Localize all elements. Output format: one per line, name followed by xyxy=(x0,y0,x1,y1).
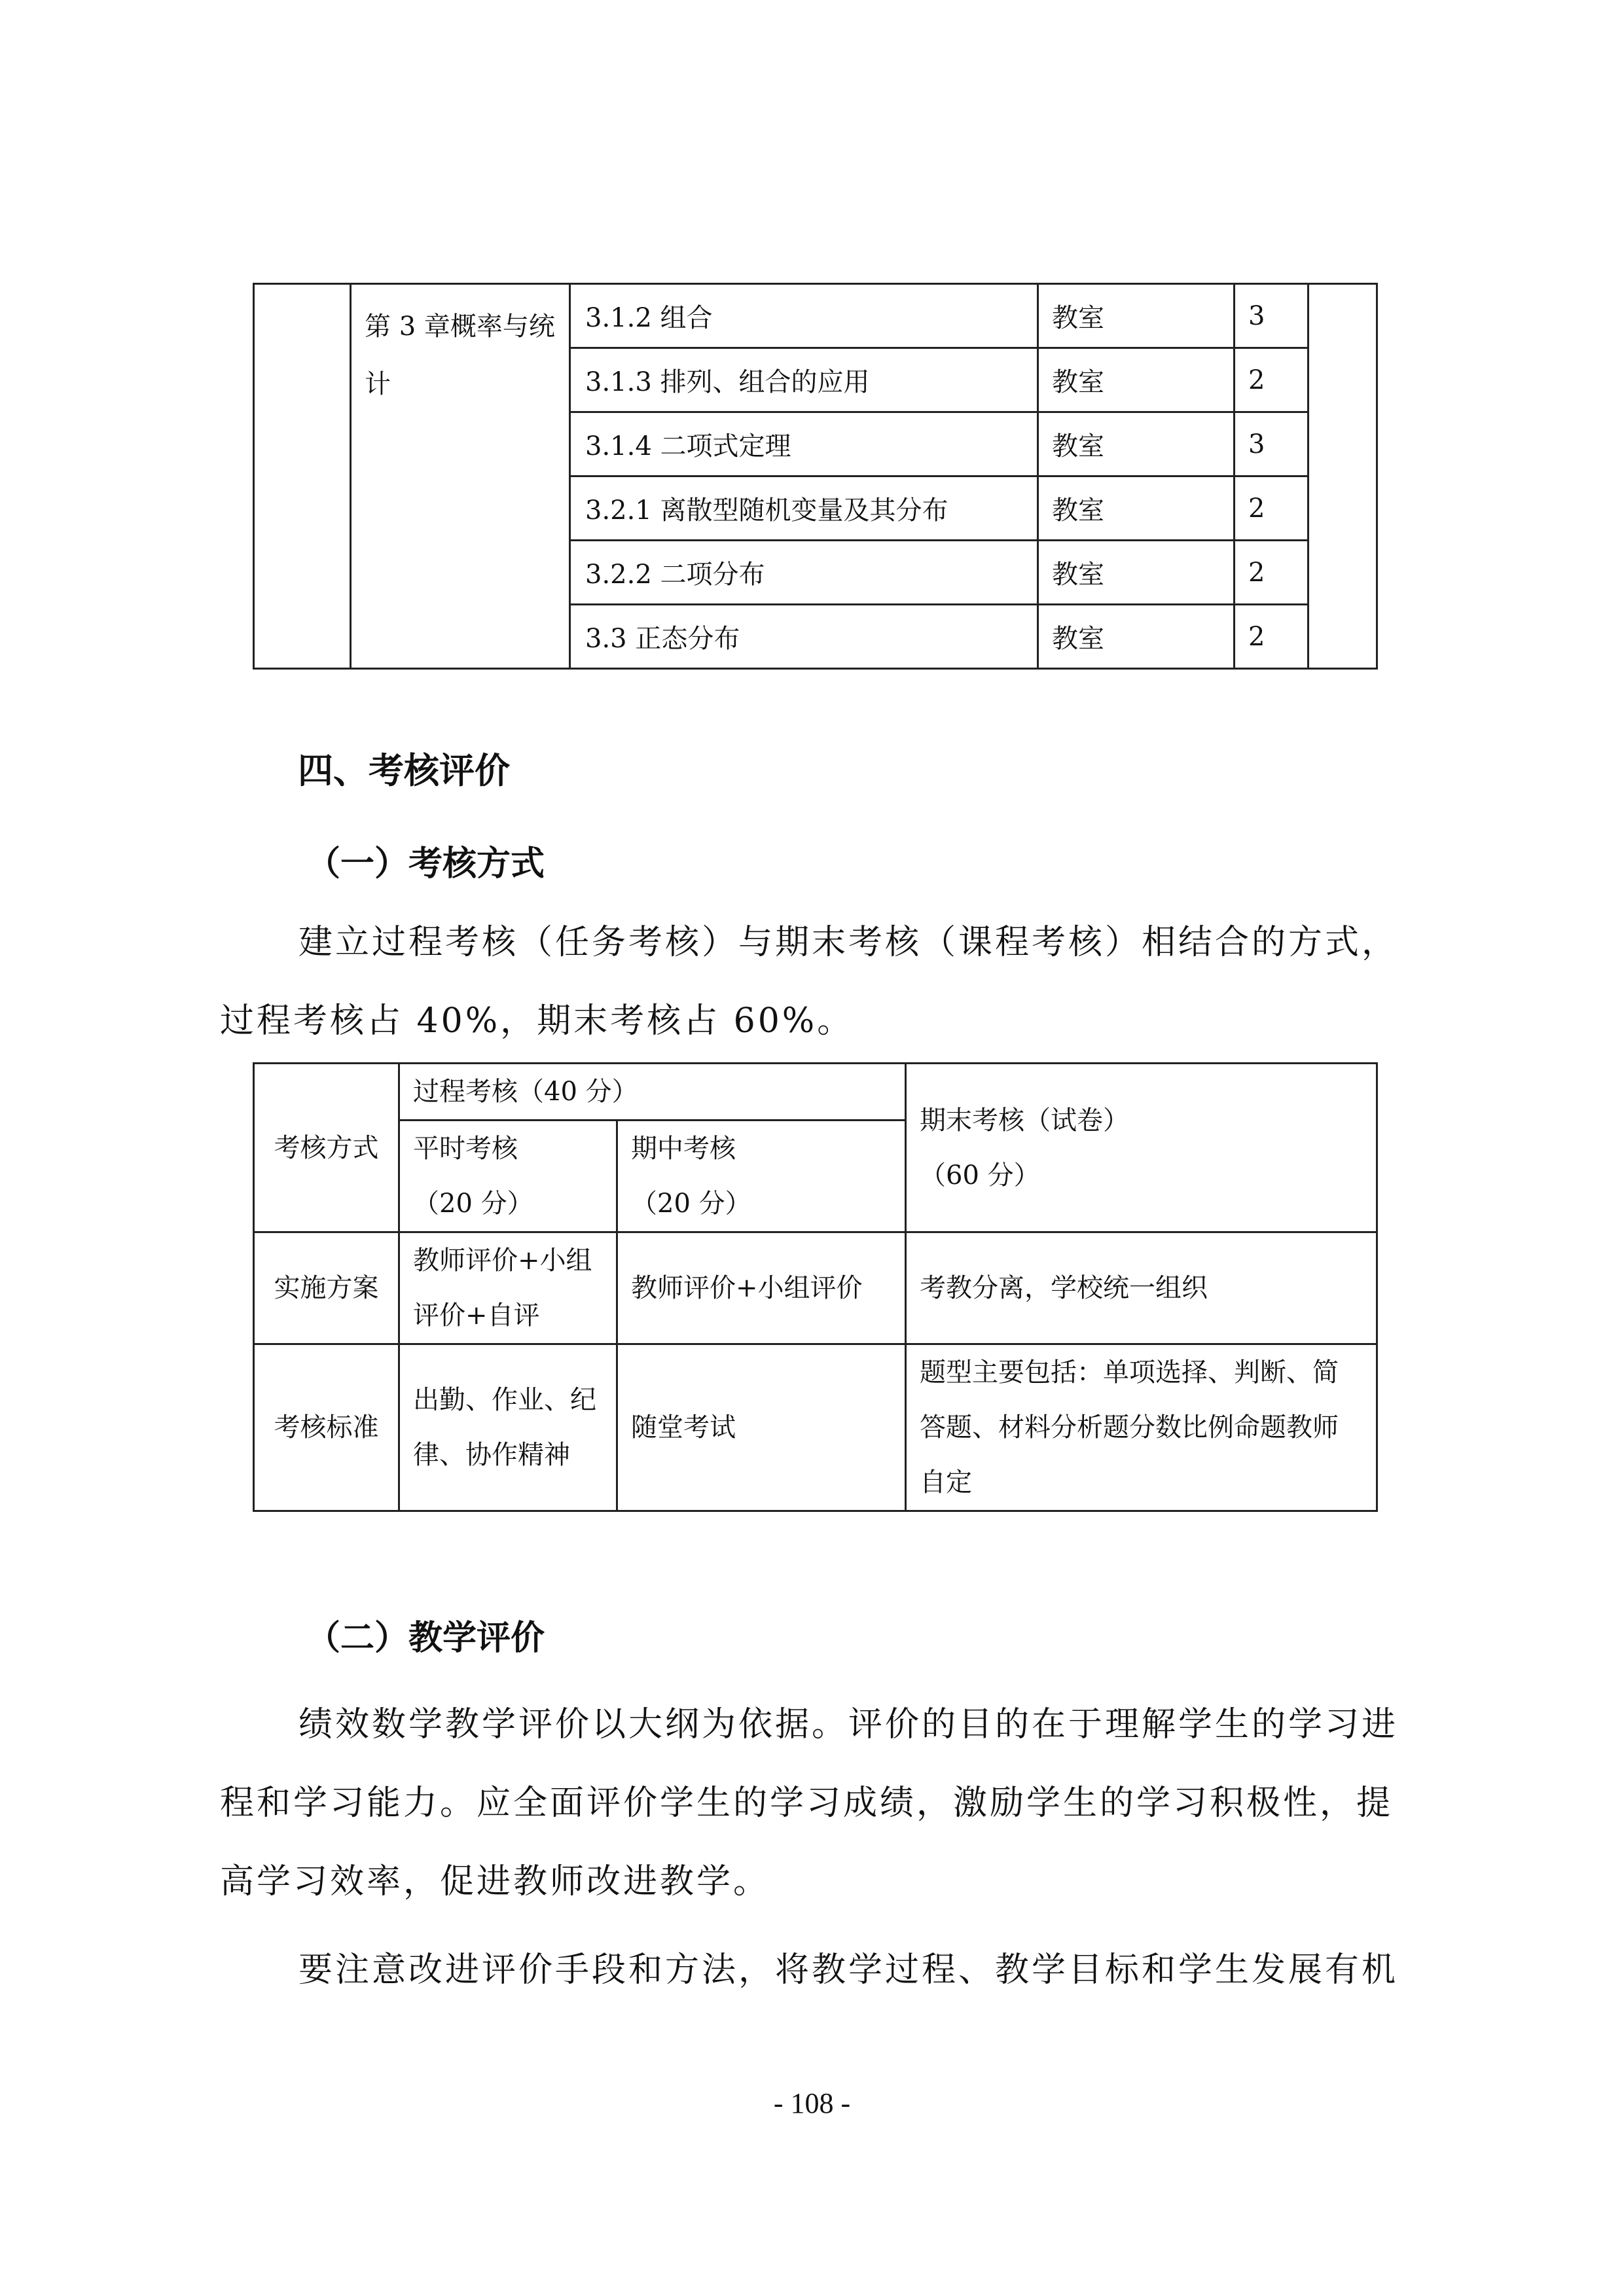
implementation-midterm: 教师评价+小组评价 xyxy=(617,1232,906,1344)
hours-cell: 2 xyxy=(1235,348,1308,412)
implementation-usual: 教师评价+小组评价+自评 xyxy=(399,1232,617,1344)
subsection-heading-assessment-method: （一）考核方式 xyxy=(306,844,545,884)
topic-cell: 3.2.2 二项分布 xyxy=(570,541,1038,605)
usual-assessment-header xyxy=(399,1121,617,1232)
place-cell: 教室 xyxy=(1038,541,1235,605)
topic-cell: 3.2.1 离散型随机变量及其分布 xyxy=(570,476,1038,541)
place-cell: 教室 xyxy=(1038,605,1235,669)
process-assessment-header: 过程考核（40 分） xyxy=(399,1064,906,1121)
place-cell: 教室 xyxy=(1038,412,1235,476)
topic-cell: 3.1.2 组合 xyxy=(570,284,1038,348)
row-label: 实施方案 xyxy=(254,1232,399,1344)
assessment-method-paragraph: 建立过程考核（任务考核）与期末考核（课程考核）相结合的方式，过程考核占 40%，期末考核占 60%。 xyxy=(220,923,1399,1041)
evaluation-method-paragraph: 要注意改进评价手段和方法，将教学过程、教学目标和学生发展有机 xyxy=(298,1950,1399,1990)
table-row xyxy=(254,1344,1377,1511)
page-number: - 108 - xyxy=(773,2087,851,2119)
course-schedule-table xyxy=(253,283,1378,670)
row-label: 考核方式 xyxy=(254,1064,399,1232)
hours-cell: 2 xyxy=(1235,605,1308,669)
midterm-assessment-header xyxy=(617,1121,906,1232)
topic-cell: 3.1.4 二项式定理 xyxy=(570,412,1038,476)
row-label: 考核标准 xyxy=(254,1344,399,1511)
standard-midterm: 随堂考试 xyxy=(617,1344,906,1511)
midterm-assessment-score: （20 分） xyxy=(631,1189,751,1219)
table-row xyxy=(254,1064,1377,1121)
standard-usual: 出勤、作业、纪律、协作精神 xyxy=(399,1344,617,1511)
usual-assessment-score: （20 分） xyxy=(413,1189,533,1219)
midterm-assessment-name: 期中考核 xyxy=(631,1134,736,1164)
section-heading: 四、考核评价 xyxy=(298,749,510,791)
topic-cell: 3.1.3 排列、组合的应用 xyxy=(570,348,1038,412)
final-assessment-score: （60 分） xyxy=(920,1160,1040,1191)
empty-cell xyxy=(254,284,351,669)
table-row xyxy=(254,284,1377,348)
implementation-final: 考教分离，学校统一组织 xyxy=(906,1232,1377,1344)
usual-assessment-name: 平时考核 xyxy=(413,1134,518,1164)
hours-cell: 3 xyxy=(1235,284,1308,348)
hours-cell: 3 xyxy=(1235,412,1308,476)
place-cell: 教室 xyxy=(1038,348,1235,412)
final-assessment-header xyxy=(906,1064,1377,1232)
subsection-heading-teaching-evaluation: （二）教学评价 xyxy=(306,1618,545,1658)
standard-final: 题型主要包括：单项选择、判断、简答题、材料分析题分数比例命题教师自定 xyxy=(906,1344,1377,1511)
chapter-cell: 第 3 章概率与统计 xyxy=(351,284,570,669)
empty-cell xyxy=(1308,284,1377,669)
table-row xyxy=(254,1232,1377,1344)
assessment-table xyxy=(253,1062,1378,1512)
final-assessment-name: 期末考核（试卷） xyxy=(920,1105,1129,1136)
hours-cell: 2 xyxy=(1235,541,1308,605)
place-cell: 教室 xyxy=(1038,284,1235,348)
topic-cell: 3.3 正态分布 xyxy=(570,605,1038,669)
teaching-evaluation-paragraph: 绩效数学教学评价以大纲为依据。评价的目的在于理解学生的学习进程和学习能力。应全面评价学生的学习成绩，激励学生的学习积极性，提高学习效率，促进教师改进教学。 xyxy=(220,1705,1399,1901)
place-cell: 教室 xyxy=(1038,476,1235,541)
hours-cell: 2 xyxy=(1235,476,1308,541)
